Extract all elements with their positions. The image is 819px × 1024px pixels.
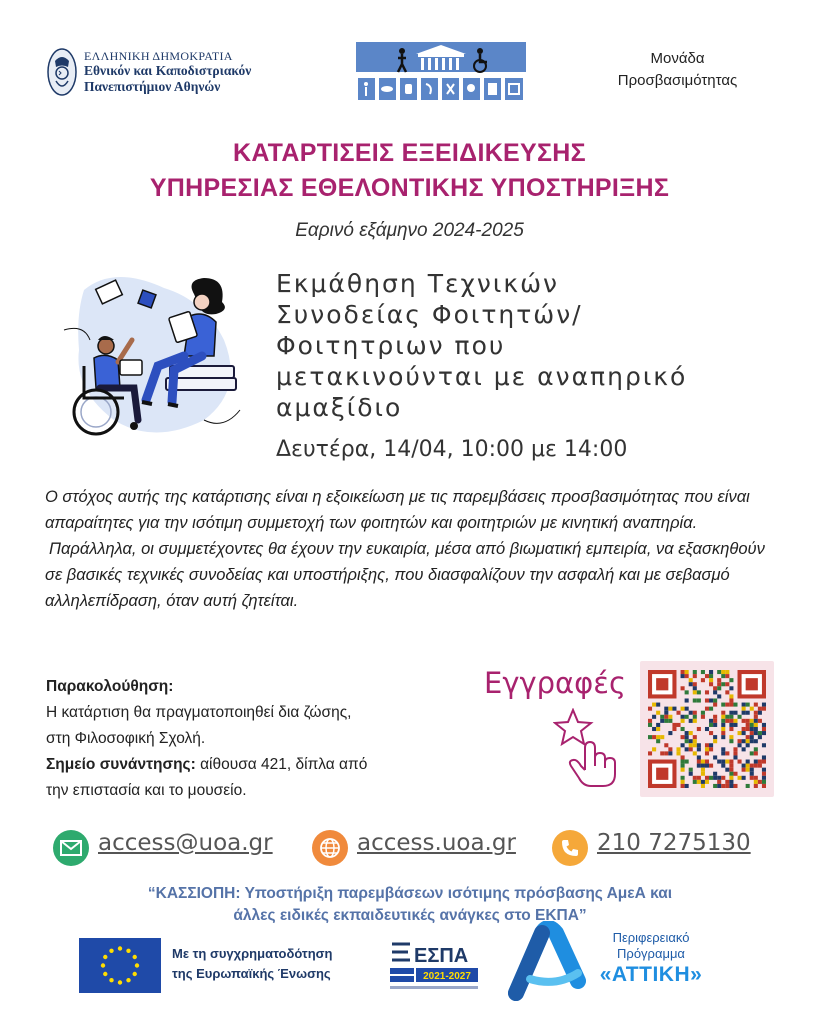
project-title-line2: άλλες ειδικές εκπαιδευτικές ανάγκες στο ΕΚΠΑ” bbox=[233, 907, 587, 924]
website-contact[interactable] bbox=[312, 828, 516, 868]
phone-contact[interactable] bbox=[552, 828, 751, 868]
email-link[interactable]: access@uoa.gr bbox=[98, 830, 273, 856]
registration-label: Εγγραφές bbox=[484, 666, 626, 700]
university-line1: ΕΛΛΗΝΙΚΗ ΔΗΜΟΚΡΑΤΙΑ bbox=[84, 48, 233, 63]
athena-crest-icon bbox=[46, 47, 78, 97]
accessibility-unit-label bbox=[590, 48, 765, 92]
accessibility-unit-logo bbox=[356, 42, 526, 104]
attendance-text-2: στη Φιλοσοφική Σχολή. bbox=[46, 730, 206, 747]
meeting-point-text: αίθουσα 421, δίπλα από bbox=[195, 756, 368, 773]
website-link[interactable]: access.uoa.gr bbox=[357, 830, 516, 856]
course-title bbox=[276, 268, 796, 423]
email-icon bbox=[53, 830, 89, 866]
course-title-line: αμαξίδιο bbox=[276, 393, 403, 422]
unit-line2: Προσβασιμότητας bbox=[617, 72, 738, 89]
unit-line1: Μονάδα bbox=[650, 50, 705, 67]
course-title-line: μετακινούνται με αναπηρικό bbox=[276, 362, 688, 391]
main-title-line1: ΚΑΤΑΡΤΙΣΕΙΣ ΕΞΕΙΔΙΚΕΥΣΗΣ bbox=[233, 139, 586, 167]
course-title-line: Συνοδείας Φοιτητών/ bbox=[276, 300, 583, 329]
course-title-line: Εκμάθηση Τεχνικών bbox=[276, 269, 559, 298]
description-paragraph-2: Παράλληλα, οι συμμετέχοντες θα έχουν την ευκαιρία, μέσα από βιωματική εμπειρία, να εξασκηθούν σε βασικές τεχνικές συνοδείας και υποστήριξης, που διασφαλίζουν την ασφαλή και με σεβασμό αλληλεπίδραση, όταν αυτή ζητείται. bbox=[45, 540, 765, 610]
course-title-line: Φοιτητριων που bbox=[276, 331, 506, 360]
university-line3: Πανεπιστήμιον Αθηνών bbox=[84, 79, 221, 95]
espa-years: 2021-2027 bbox=[423, 971, 471, 982]
university-logo bbox=[46, 46, 300, 98]
semester-label: Εαρινό εξάμηνο 2024-2025 bbox=[295, 220, 524, 241]
main-title-line2: ΥΠΗΡΕΣΙΑΣ ΕΘΕΛΟΝΤΙΚΗΣ ΥΠΟΣΤΗΡΙΞΗΣ bbox=[149, 174, 670, 202]
meeting-point bbox=[46, 752, 466, 778]
phone-icon bbox=[552, 830, 588, 866]
wheelchair-students-illustration bbox=[54, 270, 250, 450]
meeting-point-text-2: την επιστασία και το μουσείο. bbox=[46, 782, 247, 799]
eu-cofunding-text bbox=[172, 944, 377, 984]
university-line2: Εθνικόν και Καποδιστριακόν bbox=[84, 63, 252, 78]
attendance-text-1: Η κατάρτιση θα πραγματοποιηθεί δια ζώσης, bbox=[46, 704, 352, 721]
course-date: Δευτέρα, 14/04, 10:00 με 14:00 bbox=[276, 437, 628, 462]
attiki-line1: Περιφερειακό bbox=[612, 930, 690, 945]
phone-link[interactable]: 210 7275130 bbox=[597, 830, 751, 856]
attiki-line2: Πρόγραμμα bbox=[617, 946, 685, 961]
espa-title: ΕΣΠΑ bbox=[414, 945, 469, 967]
meeting-point-label: Σημείο συνάντησης: bbox=[46, 756, 196, 773]
course-description bbox=[45, 484, 785, 614]
star-click-hand-icon bbox=[553, 708, 623, 788]
attiki-line3: «ΑΤΤΙΚΗ» bbox=[599, 963, 703, 986]
email-contact[interactable] bbox=[53, 828, 273, 868]
attendance-heading: Παρακολούθηση: bbox=[46, 678, 174, 695]
globe-icon bbox=[312, 830, 348, 866]
eu-line2: της Ευρωπαϊκής Ένωσης bbox=[172, 966, 331, 981]
project-title-line1: “ΚΑΣΣΙΟΠΗ: Υποστήριξη παρεμβάσεων ισότιμης πρόσβασης ΑμεΑ και bbox=[147, 885, 673, 902]
qr-code-icon[interactable] bbox=[648, 669, 766, 789]
eu-line1: Με τη συγχρηματοδότηση bbox=[172, 946, 333, 961]
registration-qr-code[interactable] bbox=[640, 661, 774, 797]
espa-logo bbox=[388, 938, 480, 994]
attiki-program-text bbox=[586, 930, 716, 988]
attendance-info bbox=[46, 674, 466, 804]
eu-flag-icon bbox=[79, 938, 161, 993]
description-paragraph-1: Ο στόχος αυτής της κατάρτισης είναι η εξοικείωση με τις παρεμβάσεις προσβασιμότητας που είναι απαραίτητες για την ισότιμη συμμετοχή των φοιτητών και φοιτητριών με κινητική αναπηρία. bbox=[45, 488, 750, 532]
